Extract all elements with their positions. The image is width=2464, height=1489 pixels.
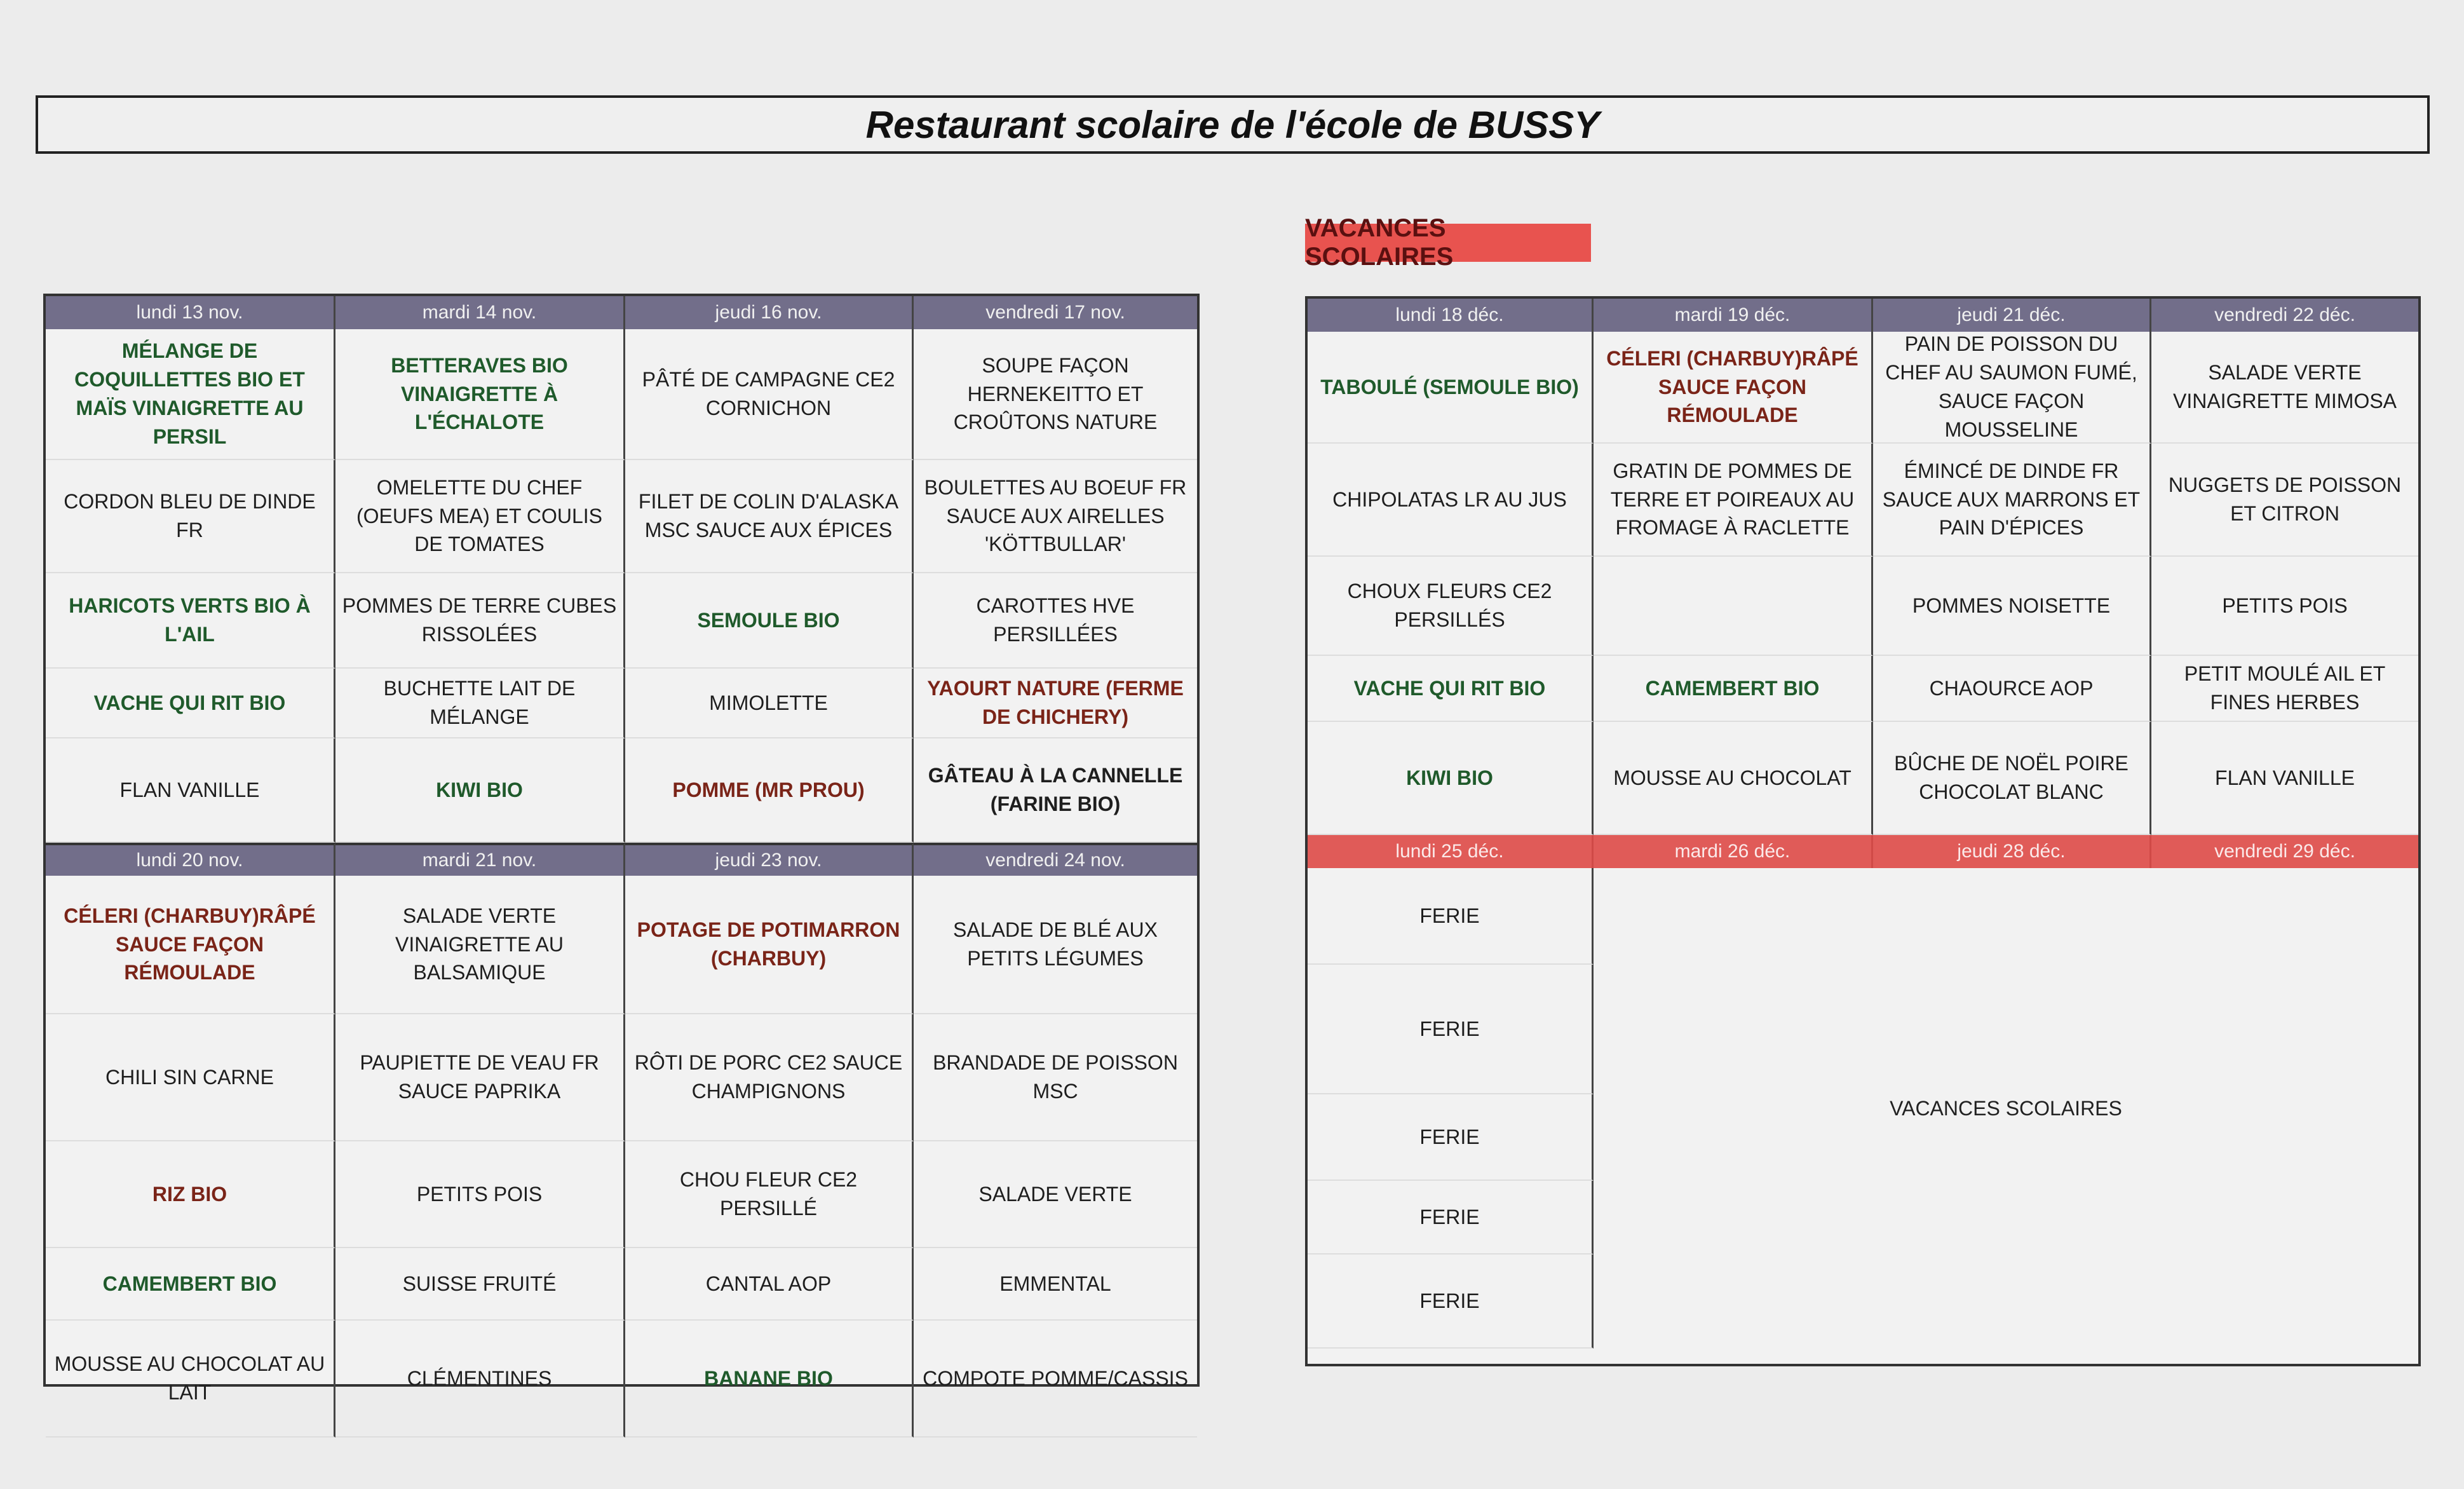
page-title: Restaurant scolaire de l'école de BUSSY [865, 103, 1600, 146]
holiday-day-header: vendredi 29 déc. [2151, 835, 2418, 868]
menu-cell: RIZ BIO [46, 1141, 335, 1248]
menu-cell: VACHE QUI RIT BIO [1308, 656, 1594, 722]
day-header: jeudi 21 déc. [1873, 299, 2151, 332]
menu-cell: PAUPIETTE DE VEAU FR SAUCE PAPRIKA [335, 1014, 625, 1141]
menu-cell: MOUSSE AU CHOCOLAT [1594, 722, 1873, 835]
menu-cell: MÉLANGE DE COQUILLETTES BIO ET MAÏS VINAIGRETTE AU PERSIL [46, 329, 335, 460]
day-header: vendredi 24 nov. [914, 843, 1197, 876]
ferie-cell: FERIE [1308, 1094, 1594, 1181]
menu-cell: RÔTI DE PORC CE2 SAUCE CHAMPIGNONS [625, 1014, 914, 1141]
page-title-box [36, 95, 2430, 154]
menu-cell: PETIT MOULÉ AIL ET FINES HERBES [2151, 656, 2418, 722]
menu-cell: FLAN VANILLE [46, 738, 335, 843]
menu-cell: PAIN DE POISSON DU CHEF AU SAUMON FUMÉ, SAUCE FAÇON MOUSSELINE [1873, 332, 2151, 444]
menu-cell: BRANDADE DE POISSON MSC [914, 1014, 1197, 1141]
menu-cell: BOULETTES AU BOEUF FR SAUCE AUX AIRELLES 'KÖTTBULLAR' [914, 460, 1197, 573]
menu-cell: CHILI SIN CARNE [46, 1014, 335, 1141]
menu-cell: CLÉMENTINES [335, 1321, 625, 1438]
menu-cell: BUCHETTE LAIT DE MÉLANGE [335, 669, 625, 738]
menu-cell: MOUSSE AU CHOCOLAT AU LAIT [46, 1321, 335, 1438]
day-header: mardi 19 déc. [1594, 299, 1873, 332]
menu-cell: CHAOURCE AOP [1873, 656, 2151, 722]
holiday-day-header: jeudi 28 déc. [1873, 835, 2151, 868]
menu-cell: HARICOTS VERTS BIO À L'AIL [46, 573, 335, 669]
ferie-cell: FERIE [1308, 1181, 1594, 1254]
menu-cell: SALADE VERTE VINAIGRETTE AU BALSAMIQUE [335, 876, 625, 1014]
menu-cell: POMME (MR PROU) [625, 738, 914, 843]
day-header: lundi 20 nov. [46, 843, 335, 876]
menu-cell [1594, 557, 1873, 656]
ferie-cell: FERIE [1308, 965, 1594, 1094]
menu-cell: KIWI BIO [1308, 722, 1594, 835]
day-header: mardi 14 nov. [335, 296, 625, 329]
menu-cell: SALADE VERTE VINAIGRETTE MIMOSA [2151, 332, 2418, 444]
day-header: jeudi 16 nov. [625, 296, 914, 329]
menu-cell: BETTERAVES BIO VINAIGRETTE À L'ÉCHALOTE [335, 329, 625, 460]
menu-cell: FILET DE COLIN D'ALASKA MSC SAUCE AUX ÉPICES [625, 460, 914, 573]
holiday-day-header: lundi 25 déc. [1308, 835, 1594, 868]
day-header: vendredi 17 nov. [914, 296, 1197, 329]
menu-cell: POTAGE DE POTIMARRON (CHARBUY) [625, 876, 914, 1014]
menu-cell: SALADE DE BLÉ AUX PETITS LÉGUMES [914, 876, 1197, 1014]
menu-cell: CAMEMBERT BIO [46, 1248, 335, 1321]
menu-cell: CAMEMBERT BIO [1594, 656, 1873, 722]
menu-cell: PETITS POIS [2151, 557, 2418, 656]
day-header: vendredi 22 déc. [2151, 299, 2418, 332]
menu-cell: CHOUX FLEURS CE2 PERSILLÉS [1308, 557, 1594, 656]
ferie-cell: FERIE [1308, 1254, 1594, 1349]
menu-cell: SEMOULE BIO [625, 573, 914, 669]
ferie-cell: FERIE [1308, 868, 1594, 965]
menu-cell: POMMES DE TERRE CUBES RISSOLÉES [335, 573, 625, 669]
day-header: lundi 18 déc. [1308, 299, 1594, 332]
menu-cell: NUGGETS DE POISSON ET CITRON [2151, 444, 2418, 557]
menu-cell: GÂTEAU À LA CANNELLE (FARINE BIO) [914, 738, 1197, 843]
menu-cell: OMELETTE DU CHEF (OEUFS MEA) ET COULIS DE TOMATES [335, 460, 625, 573]
vacances-banner: VACANCES SCOLAIRES [1305, 224, 1591, 262]
vacances-scolaires-block: VACANCES SCOLAIRES [1890, 1096, 2122, 1120]
menu-table-november [43, 294, 1200, 1404]
day-header: mardi 21 nov. [335, 843, 625, 876]
menu-cell: CANTAL AOP [625, 1248, 914, 1321]
menu-cell: FLAN VANILLE [2151, 722, 2418, 835]
menu-cell: MIMOLETTE [625, 669, 914, 738]
menu-cell: VACHE QUI RIT BIO [46, 669, 335, 738]
menu-cell: CORDON BLEU DE DINDE FR [46, 460, 335, 573]
day-header: lundi 13 nov. [46, 296, 335, 329]
menu-cell: TABOULÉ (SEMOULE BIO) [1308, 332, 1594, 444]
menu-cell: BANANE BIO [625, 1321, 914, 1438]
holiday-day-header: mardi 26 déc. [1594, 835, 1873, 868]
menu-cell: SALADE VERTE [914, 1141, 1197, 1248]
menu-cell: BÛCHE DE NOËL POIRE CHOCOLAT BLANC [1873, 722, 2151, 835]
menu-cell: KIWI BIO [335, 738, 625, 843]
menu-cell: POMMES NOISETTE [1873, 557, 2151, 656]
menu-cell: CAROTTES HVE PERSILLÉES [914, 573, 1197, 669]
menu-cell: CHIPOLATAS LR AU JUS [1308, 444, 1594, 557]
menu-cell: YAOURT NATURE (FERME DE CHICHERY) [914, 669, 1197, 738]
menu-cell: ÉMINCÉ DE DINDE FR SAUCE AUX MARRONS ET PAIN D'ÉPICES [1873, 444, 2151, 557]
menu-table-december [1305, 296, 2421, 1366]
menu-cell: PÂTÉ DE CAMPAGNE CE2 CORNICHON [625, 329, 914, 460]
menu-cell: GRATIN DE POMMES DE TERRE ET POIREAUX AU FROMAGE À RACLETTE [1594, 444, 1873, 557]
day-header: jeudi 23 nov. [625, 843, 914, 876]
menu-cell: COMPOTE POMME/CASSIS [914, 1321, 1197, 1438]
menu-cell: SOUPE FAÇON HERNEKEITTO ET CROÛTONS NATURE [914, 329, 1197, 460]
menu-cell: SUISSE FRUITÉ [335, 1248, 625, 1321]
menu-cell: CHOU FLEUR CE2 PERSILLÉ [625, 1141, 914, 1248]
menu-cell: CÉLERI (CHARBUY)RÂPÉ SAUCE FAÇON RÉMOULADE [46, 876, 335, 1014]
menu-cell: CÉLERI (CHARBUY)RÂPÉ SAUCE FAÇON RÉMOULADE [1594, 332, 1873, 444]
menu-cell: EMMENTAL [914, 1248, 1197, 1321]
menu-cell: PETITS POIS [335, 1141, 625, 1248]
